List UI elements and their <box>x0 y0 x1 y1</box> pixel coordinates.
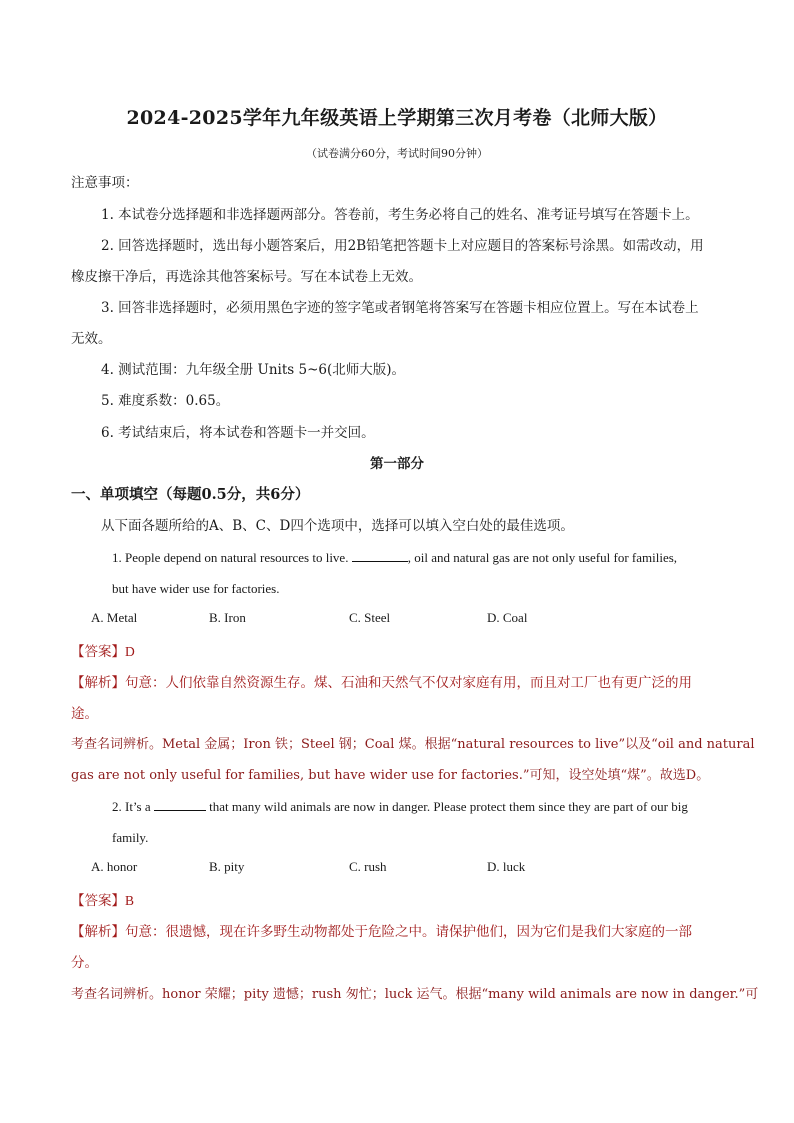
question-text: that many wild animals are now in danger. Please protect them since they are part of our big <box>205 799 688 814</box>
note-item: 1. 本试卷分选择题和非选择题两部分。答卷前，考生务必将自己的姓名、准考证号填写在答题卡上。 <box>101 207 699 223</box>
question-2 <box>112 797 764 817</box>
question-1-cont: but have wider use for factories. <box>112 581 280 596</box>
page-title: 2024-2025学年九年级英语上学期第三次月考卷（北师大版） <box>126 107 668 129</box>
answer-tag: 【答案】 <box>71 893 125 909</box>
answer-tag: 【答案】 <box>71 644 125 660</box>
option-a: A. Metal <box>91 610 138 625</box>
question-2-cont: family. <box>112 830 149 845</box>
analysis-1 <box>71 673 723 693</box>
note-item-cont: 橡皮擦干净后，再选涂其他答案标号。写在本试卷上无效。 <box>71 269 422 285</box>
analysis-tag: 【解析】 <box>71 675 125 691</box>
answer-1 <box>71 642 723 662</box>
answer-value: D <box>125 644 135 659</box>
option-a: A. honor <box>91 859 138 874</box>
analysis-text: 句意：很遗憾，现在许多野生动物都处于危险之中。请保护他们，因为它们是我们大家庭的一部 <box>125 924 692 940</box>
option-b: B. pity <box>209 859 245 874</box>
answer-blank <box>352 549 408 562</box>
note-item: 6. 考试结束后，将本试卷和答题卡一并交回。 <box>101 425 375 441</box>
option-c: C. Steel <box>349 610 391 625</box>
detail-2: 考查名词辨析。honor 荣耀；pity 遗憾；rush 匆忙；luck 运气。根据“many wild animals are now in danger.”可 <box>71 987 759 1002</box>
section-instruction: 从下面各题所给的A、B、C、D四个选项中，选择可以填入空白处的最佳选项。 <box>101 518 574 534</box>
part-heading: 第一部分 <box>370 456 424 472</box>
page-subtitle: （试卷满分60分，考试时间90分钟） <box>306 147 488 160</box>
note-item: 4. 测试范围：九年级全册 Units 5~6(北师大版)。 <box>101 362 406 378</box>
option-d: D. Coal <box>487 610 528 625</box>
answer-value: B <box>125 893 135 908</box>
analysis-text: 句意：人们依靠自然资源生存。煤、石油和天然气不仅对家庭有用，而且对工厂也有更广泛的用 <box>125 675 692 691</box>
question-text: 1. People depend on natural resources to live. <box>112 550 352 565</box>
analysis-1-cont: 途。 <box>71 706 98 722</box>
analysis-tag: 【解析】 <box>71 924 125 940</box>
option-c: C. rush <box>349 859 387 874</box>
analysis-2 <box>71 922 723 942</box>
option-d: D. luck <box>487 859 526 874</box>
question-text: , oil and natural gas are not only useful for families, <box>407 550 678 565</box>
detail-1-cont: gas are not only useful for families, but have wider use for factories.”可知，设空处填“煤”。故选D。 <box>71 768 710 783</box>
analysis-2-cont: 分。 <box>71 955 98 971</box>
note-item-cont: 无效。 <box>71 331 112 347</box>
detail-1: 考查名词辨析。Metal 金属；Iron 铁；Steel 钢；Coal 煤。根据“natural resources to live”以及“oil and natural <box>71 737 755 752</box>
note-item: 3. 回答非选择题时，必须用黑色字迹的签字笔或者钢笔将答案写在答题卡相应位置上。写在本试卷上 <box>101 300 699 316</box>
question-1 <box>112 548 764 568</box>
section-title: 一、单项填空（每题0.5分，共6分） <box>71 486 310 503</box>
note-item: 5. 难度系数：0.65。 <box>101 393 230 409</box>
note-item: 2. 回答选择题时，选出每小题答案后，用2B铅笔把答题卡上对应题目的答案标号涂黑。如需改动，用 <box>101 238 704 254</box>
option-b: B. Iron <box>209 610 246 625</box>
notes-heading: 注意事项： <box>71 175 139 191</box>
answer-2 <box>71 891 723 911</box>
question-text: 2. It’s a <box>112 799 154 814</box>
answer-blank <box>154 798 206 811</box>
